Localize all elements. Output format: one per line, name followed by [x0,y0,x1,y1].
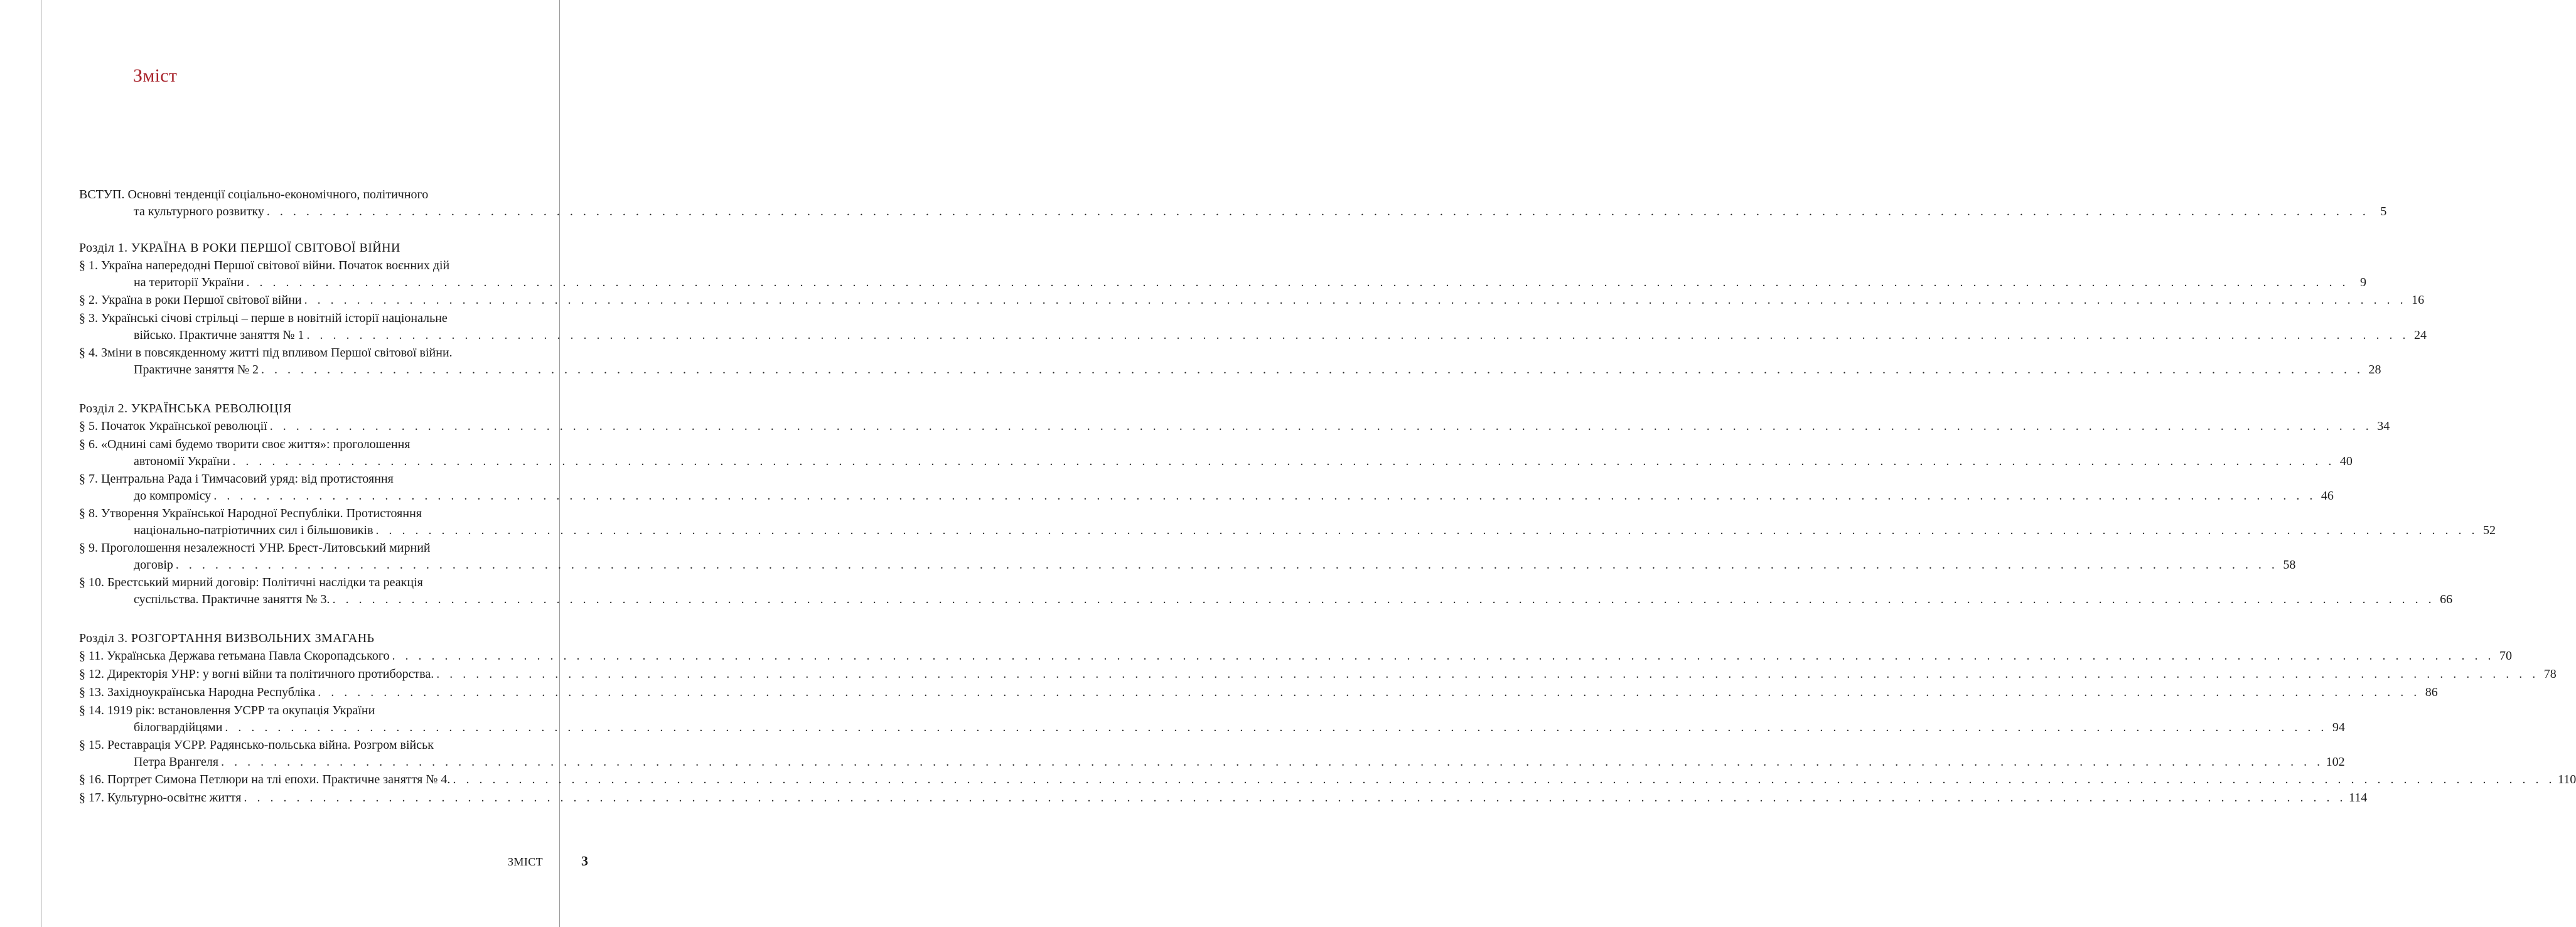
toc-entry[interactable] [79,702,2345,736]
toc-entry-line [79,291,2425,309]
dot-leader: . . . . . . . . . . . . . . . . . . . . . . . . . . . . . . . . . . . . . . . . . . . . . . . . . . . . . . . . . . . . . . . . . . . . . . . . . . . . . . . . . . . . . . . . . . . . . . . . . . . . . . . . . . . . . . . . . . . . . . . . . . . . . . . . . . . . . . . . . . . . . . . . . . . . . . . . . . . . . . . . [306,328,2409,342]
toc-entry[interactable] [79,436,2353,469]
toc-page-number: 46 [2321,489,2334,503]
toc-entry-continuation: договір [134,558,173,572]
section-heading: Розділ 3. РОЗГОРТАННЯ ВИЗВОЛЬНИХ ЗМАГАНЬ [79,631,375,645]
toc-entry-line [79,522,2496,539]
toc-entry-line [79,557,2296,573]
toc-entry[interactable] [79,574,2453,608]
toc-entry-title: § 4. Зміни в повсякденному житті під впливом Першої світової війни. [79,346,453,360]
toc-entry[interactable] [79,771,2576,788]
section-spacer [79,378,545,400]
toc-entry-line [79,754,2345,770]
dot-leader: . . . . . . . . . . . . . . . . . . . . . . . . . . . . . . . . . . . . . . . . . . . . . . . . . . . . . . . . . . . . . . . . . . . . . . . . . . . . . . . . . . . . . . . . . . . . . . . . . . . . . . . . . . . . . . . . . . . . . . . . . . . . . . . . . . . . . . . . . . . . . . . . . . . . . . . . . . . . . . . . [318,685,2420,699]
toc-page-number: 78 [2543,667,2557,681]
dot-leader: . . . . . . . . . . . . . . . . . . . . . . . . . . . . . . . . . . . . . . . . . . . . . . . . . . . . . . . . . . . . . . . . . . . . . . . . . . . . . . . . . . . . . . . . . . . . . . . . . . . . . . . . . . . . . . . . . . . . . . . . . . . . . . . . . . . . . . . . . . . . . . . . . . . . . . . . . . . . . . . . [453,773,2555,786]
toc-page-number: 9 [2359,276,2366,289]
toc-entry-line [79,327,2427,343]
toc-entry-line [79,789,2368,806]
dot-leader: . . . . . . . . . . . . . . . . . . . . . . . . . . . . . . . . . . . . . . . . . . . . . . . . . . . . . . . . . . . . . . . . . . . . . . . . . . . . . . . . . . . . . . . . . . . . . . . . . . . . . . . . . . . . . . . . . . . . . . . . . . . . . . . . . . . . . . . . . . . . . . . . . . . . . . . . . . . . . . . . [232,454,2335,468]
toc-entry-line [79,665,2557,683]
section-spacer [79,220,545,239]
dot-leader: . . . . . . . . . . . . . . . . . . . . . . . . . . . . . . . . . . . . . . . . . . . . . . . . . . . . . . . . . . . . . . . . . . . . . . . . . . . . . . . . . . . . . . . . . . . . . . . . . . . . . . . . . . . . . . . . . . . . . . . . . . . . . . . . . . . . . . . . . . . . . . . . . . . . . . . . . . . . . . . . [266,205,2369,218]
dot-leader: . . . . . . . . . . . . . . . . . . . . . . . . . . . . . . . . . . . . . . . . . . . . . . . . . . . . . . . . . . . . . . . . . . . . . . . . . . . . . . . . . . . . . . . . . . . . . . . . . . . . . . . . . . . . . . . . . . . . . . . . . . . . . . . . . . . . . . . . . . . . . . . . . . . . . . . . . . . . . . . . [304,293,2407,307]
dot-leader: . . . . . . . . . . . . . . . . . . . . . . . . . . . . . . . . . . . . . . . . . . . . . . . . . . . . . . . . . . . . . . . . . . . . . . . . . . . . . . . . . . . . . . . . . . . . . . . . . . . . . . . . . . . . . . . . . . . . . . . . . . . . . . . . . . . . . . . . . . . . . . . . . . . . . . . . . . . . . . . . [269,419,2373,433]
toc-entry[interactable] [79,789,2368,806]
toc-page-number: 94 [2332,721,2345,734]
toc-entry-line [79,591,2453,608]
toc-entry-title: § 12. Директорія УНР: у вогні війни та політичного протиборства. [79,667,434,681]
toc-entry[interactable] [79,539,2296,573]
toc-entry-line [79,771,2576,788]
section-heading: Розділ 1. УКРАЇНА В РОКИ ПЕРШОЇ СВІТОВОЇ ВІЙНИ [79,241,400,255]
dot-leader: . . . . . . . . . . . . . . . . . . . . . . . . . . . . . . . . . . . . . . . . . . . . . . . . . . . . . . . . . . . . . . . . . . . . . . . . . . . . . . . . . . . . . . . . . . . . . . . . . . . . . . . . . . . . . . . . . . . . . . . . . . . . . . . . . . . . . . . . . . . . . . . . . . . . . . . . . . . . . . . . [392,649,2495,663]
toc-entry-continuation: до компромісу [134,489,212,503]
toc-entry[interactable] [79,683,2438,701]
toc-entry-title: § 5. Початок Української революції [79,419,267,433]
toc-entry-title: § 15. Реставрація УСРР. Радянсько-польська війна. Розгром військ [79,738,434,752]
toc-entry-continuation: національно-патріотичних сил і більшовиків [134,523,373,537]
toc-entry[interactable] [79,665,2557,683]
toc-entry-line [79,362,2381,378]
toc-entry-title: § 1. Україна напередодні Першої світової війни. Початок воєнних дій [79,259,450,272]
toc-page-number: 86 [2425,685,2438,699]
toc-page-number: 16 [2412,293,2425,307]
toc-entry[interactable] [79,736,2345,770]
toc-entry-title: § 2. Україна в роки Першої світової війни [79,293,302,307]
toc-entry-title: § 6. «Однині самі будемо творити своє життя»: проголошення [79,437,411,451]
toc-entry-title: § 10. Брестський мирний договір: Політичні наслідки та реакція [79,576,423,589]
dot-leader: . . . . . . . . . . . . . . . . . . . . . . . . . . . . . . . . . . . . . . . . . . . . . . . . . . . . . . . . . . . . . . . . . . . . . . . . . . . . . . . . . . . . . . . . . . . . . . . . . . . . . . . . . . . . . . . . . . . . . . . . . . . . . . . . . . . . . . . . . . . . . . . . . . . . . . . . . . . . . . . . [221,755,2324,769]
toc-entry-continuation: суспільства. Практичне заняття № 3. [134,592,330,606]
toc-entry-line [79,488,2334,504]
toc-entry-line [79,274,2366,291]
dot-leader: . . . . . . . . . . . . . . . . . . . . . . . . . . . . . . . . . . . . . . . . . . . . . . . . . . . . . . . . . . . . . . . . . . . . . . . . . . . . . . . . . . . . . . . . . . . . . . . . . . . . . . . . . . . . . . . . . . . . . . . . . . . . . . . . . . . . . . . . . . . . . . . . . . . . . . . . . . . . . . . . [332,592,2435,606]
toc-page-number: 5 [2380,205,2387,218]
running-head: ЗМІСТ [508,855,544,868]
dot-leader: . . . . . . . . . . . . . . . . . . . . . . . . . . . . . . . . . . . . . . . . . . . . . . . . . . . . . . . . . . . . . . . . . . . . . . . . . . . . . . . . . . . . . . . . . . . . . . . . . . . . . . . . . . . . . . . . . . . . . . . . . . . . . . . . . . . . . . . . . . . . . . . . . . . . . . . . . . . . . . . . [244,791,2346,805]
toc-entry-continuation: білогвардійцями [134,721,223,734]
section-spacer [79,608,545,630]
toc-page-number: 40 [2339,454,2353,468]
toc-entry-continuation: автономії України [134,454,230,468]
dot-leader: . . . . . . . . . . . . . . . . . . . . . . . . . . . . . . . . . . . . . . . . . . . . . . . . . . . . . . . . . . . . . . . . . . . . . . . . . . . . . . . . . . . . . . . . . . . . . . . . . . . . . . . . . . . . . . . . . . . . . . . . . . . . . . . . . . . . . . . . . . . . . . . . . . . . . . . . . . . . . . . . [175,558,2278,572]
toc-entry-continuation: Петра Врангеля [134,755,219,769]
toc-entry-title: § 13. Західноукраїнська Народна Республіка [79,685,316,699]
dot-leader: . . . . . . . . . . . . . . . . . . . . . . . . . . . . . . . . . . . . . . . . . . . . . . . . . . . . . . . . . . . . . . . . . . . . . . . . . . . . . . . . . . . . . . . . . . . . . . . . . . . . . . . . . . . . . . . . . . . . . . . . . . . . . . . . . . . . . . . . . . . . . . . . . . . . . . . . . . . . . . . . [246,276,2349,289]
toc-entry-title: ВСТУП. Основні тенденції соціально-економічного, політичного [79,188,429,201]
dot-leader: . . . . . . . . . . . . . . . . . . . . . . . . . . . . . . . . . . . . . . . . . . . . . . . . . . . . . . . . . . . . . . . . . . . . . . . . . . . . . . . . . . . . . . . . . . . . . . . . . . . . . . . . . . . . . . . . . . . . . . . . . . . . . . . . . . . . . . . . . . . . . . . . . . . . . . . . . . . . . . . . [261,363,2364,377]
table-of-contents [79,186,2576,807]
toc-entry[interactable] [79,647,2513,665]
toc-entry-title: § 8. Утворення Української Народної Республіки. Протистояння [79,506,422,520]
toc-entry[interactable] [79,291,2425,309]
dot-leader: . . . . . . . . . . . . . . . . . . . . . . . . . . . . . . . . . . . . . . . . . . . . . . . . . . . . . . . . . . . . . . . . . . . . . . . . . . . . . . . . . . . . . . . . . . . . . . . . . . . . . . . . . . . . . . . . . . . . . . . . . . . . . . . . . . . . . . . . . . . . . . . . . . . . . . . . . . . . . . . . [436,667,2539,681]
toc-entry-continuation: військо. Практичне заняття № 1 [134,328,304,342]
toc-entry[interactable] [79,470,2334,504]
toc-entry-line [79,203,2387,220]
toc-page-number: 28 [2368,363,2381,377]
toc-entry-continuation: Практичне заняття № 2 [134,363,259,377]
toc-entry-title: § 14. 1919 рік: встановлення УСРР та окупація України [79,704,375,717]
toc-entry-line [79,647,2513,665]
toc-entry[interactable] [79,505,2496,539]
toc-entry-title: § 11. Українська Держава гетьмана Павла Скоропадського [79,649,390,663]
toc-entry-line [79,453,2353,469]
toc-entry[interactable] [79,417,2390,435]
page-number: 3 [581,853,588,869]
section-heading: Розділ 2. УКРАЇНСЬКА РЕВОЛЮЦІЯ [79,402,292,415]
toc-entry[interactable] [79,257,2366,291]
toc-entry-title: § 17. Культурно-освітнє життя [79,791,242,805]
toc-entry-line [79,683,2438,701]
toc-entry[interactable] [79,344,2381,378]
dot-leader: . . . . . . . . . . . . . . . . . . . . . . . . . . . . . . . . . . . . . . . . . . . . . . . . . . . . . . . . . . . . . . . . . . . . . . . . . . . . . . . . . . . . . . . . . . . . . . . . . . . . . . . . . . . . . . . . . . . . . . . . . . . . . . . . . . . . . . . . . . . . . . . . . . . . . . . . . . . . . . . . [225,721,2327,734]
toc-page-number: 58 [2283,558,2296,572]
toc-entry-line [79,719,2345,736]
toc-entry-continuation: на території України [134,276,244,289]
toc-entry-continuation: та культурного розвитку [134,205,264,218]
toc-page-number: 102 [2326,755,2345,769]
toc-entry-title: § 9. Проголошення незалежності УНР. Брест-Литовський мирний [79,541,431,555]
toc-page-number: 52 [2483,523,2496,537]
toc-entry-line [79,417,2390,435]
toc-entry-title: § 7. Центральна Рада і Тимчасовий уряд: від протистояння [79,472,394,486]
page-title: Зміст [133,65,178,86]
toc-entry[interactable] [79,186,2387,220]
toc-page-number: 70 [2499,649,2513,663]
toc-page-number: 114 [2348,791,2368,805]
toc-page-number: 24 [2413,328,2427,342]
dot-leader: . . . . . . . . . . . . . . . . . . . . . . . . . . . . . . . . . . . . . . . . . . . . . . . . . . . . . . . . . . . . . . . . . . . . . . . . . . . . . . . . . . . . . . . . . . . . . . . . . . . . . . . . . . . . . . . . . . . . . . . . . . . . . . . . . . . . . . . . . . . . . . . . . . . . . . . . . . . . . . . . [375,523,2479,537]
toc-entry[interactable] [79,309,2427,343]
toc-page-number: 34 [2377,419,2390,433]
toc-entry-title: § 3. Українські січові стрільці – перше в новітній історії національне [79,311,448,325]
toc-page-number: 110 [2557,773,2576,786]
toc-page-number: 66 [2440,592,2453,606]
dot-leader: . . . . . . . . . . . . . . . . . . . . . . . . . . . . . . . . . . . . . . . . . . . . . . . . . . . . . . . . . . . . . . . . . . . . . . . . . . . . . . . . . . . . . . . . . . . . . . . . . . . . . . . . . . . . . . . . . . . . . . . . . . . . . . . . . . . . . . . . . . . . . . . . . . . . . . . . . . . . . . . . [213,489,2316,503]
toc-entry-title: § 16. Портрет Симона Петлюри на тлі епохи. Практичне заняття № 4. [79,773,451,786]
